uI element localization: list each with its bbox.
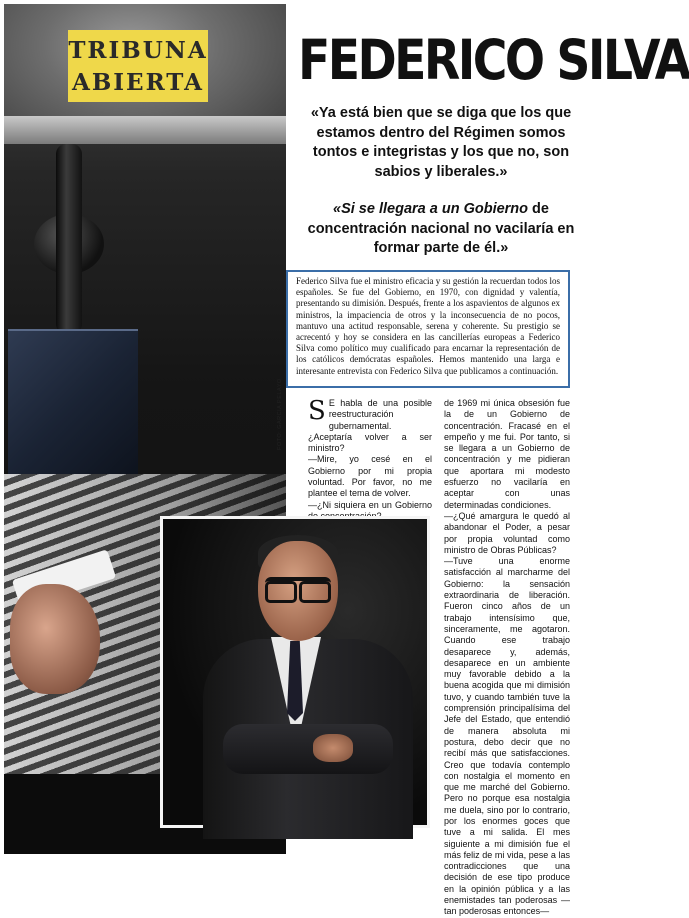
article-column-2: [444, 398, 570, 918]
photo-credit: FOTO: GARCIA PELAYO: [277, 378, 283, 450]
col1-paragraph-2: —Mire, yo cesé en el Gobierno por mi propia voluntad. Por favor, no me plantee el tema de volver.: [308, 454, 432, 499]
article-column-1: [308, 398, 432, 534]
pull-quote-2-rest: de concentración nacional no vacilaría en formar parte de él.»: [307, 201, 575, 256]
col2-paragraph-3: —Tuve una enorme satisfacción al marcharme del Gobierno: la sensación extraordinaria de liberación. Fueron cinco años de un trabajo intensísimo que, sinceramente, me agotaron. Cuando ese trabajo desaparece y, además, desaparece en un ambiente muy favorable debido a la buena acogida que mi dimisión tuvo, y cuando también tuve la comprensión principalísima del Jefe del Estado, que entendió de manera absoluta mi postura, debo decir que no recibí más que satisfacciones. Creo que todavía contemplo con nostalgia el momento en que me marché del Gobierno. Pero no porque esa nostalgia me duela, sino por lo contrario, por los enormes goces que tuve a mi salida. El mes siguiente a mi dimisión fue el más feliz de mi vida, pese a las contradicciones que una decisión de ese tipo produce en la opinión pública y a las enemistades tan poderosas —tan poderosas entonces—: [444, 556, 570, 917]
lamp-stem: [56, 144, 82, 334]
col1-paragraph-3: —¿Ni siquiera en un Gobierno: [308, 499, 432, 510]
lamp-shade-rim: [4, 116, 286, 144]
pull-quote-2-open: «: [333, 201, 342, 217]
pull-quote-2: [296, 200, 586, 259]
badge-line-1: TRIBUNA: [68, 37, 208, 64]
resting-hand: [10, 584, 100, 694]
portrait-glasses: [265, 577, 331, 599]
glass-table: [8, 329, 138, 481]
portrait-crossed-arms: [223, 724, 393, 774]
intro-box: Federico Silva fue el ministro eficacia y su gestión la recuerdan todos los españoles. Se fue del Gobierno, en 1970, con dignidad y valentía, presentando su dimisión. Después, frente a los aspavientos de algunos ex ministros, la impaciencia de otros y la inconsecuencia de no pocos, mantuvo una actitud responsable, serena y coherente. Su prestigio se acrecentó y hoy se considera en las cancillerías europeas a Federico Silva como político muy cualificado para encarnar la representación de los católicos demócratas españoles. Hemos mantenido una larga e interesante entrevista con Federico Silva que publicamos a continuación.: [286, 270, 570, 388]
col2-paragraph-2: —¿Qué amargura le quedó al abandonar el Poder, a pesar por propia voluntad como ministro de Obras Públicas?: [444, 510, 570, 555]
col1-p1-text: E habla de una posible reestructuración gubernamental. ¿Aceptaría volver a ser ministro?: [308, 398, 432, 454]
col2-paragraph-1: de 1969 mi única obsesión fue la de un Gobierno de concentración. Fracasé en el empeño y me fui. Por tanto, si se llegara a un Gobierno de concentración y me pidieran que aportara mi modesto esfuerzo no vacilaría en aceptar con unas determinadas condiciones.: [444, 398, 570, 510]
portrait-photo: [160, 516, 430, 828]
section-badge: [68, 30, 208, 102]
pull-quote-1: «Ya está bien que se diga que los que estamos dentro del Régimen somos tontos e integristas y los que no, son sabios y liberales.»: [310, 105, 572, 180]
badge-line-2: ABIERTA: [72, 69, 204, 96]
article-title: FEDERICO SILVA: [298, 28, 689, 92]
pull-quote-2-italic: Si se llegara a un Gobierno: [341, 201, 529, 217]
col1-paragraph-1: [308, 398, 432, 454]
portrait-hand: [313, 734, 353, 762]
drop-cap: S: [308, 396, 326, 426]
